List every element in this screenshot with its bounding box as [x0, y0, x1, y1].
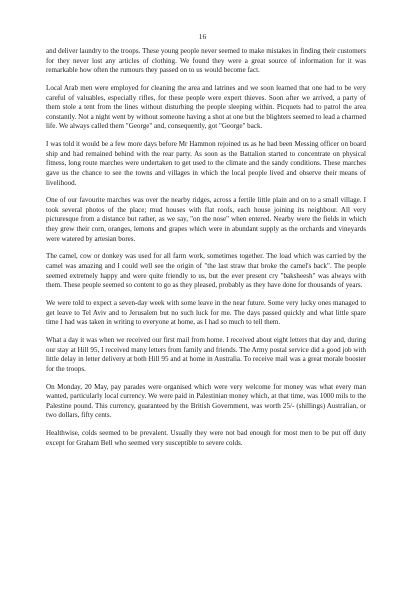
paragraph: We were told to expect a seven-day week with some leave in the near future. Some very lucky ones managed to get leave to Tel Aviv and to Jerusalem but no such luck for me. The days passed quickly and what little spare time I had was taken in writing to everyone at home, as I had so much to tell them. — [46, 299, 366, 327]
paragraph: and deliver laundry to the troops. These young people never seemed to make mistakes in finding their customers for they never lost any articles of clothing. We found they were a great source of information for it was remarkable how often the rumours they passed on to us would become fact. — [46, 47, 366, 75]
page-number: 16 — [198, 32, 207, 41]
page-body — [46, 47, 366, 456]
paragraph: One of our favourite marches was over the nearby ridges, across a fertile little plain and on to a small village. I took several photos of the place; mud houses with flat roofs, each house joining its neighbour. All very picturesque from a distance but rather, as we say, "on the nose" when entered. Nearby were the fields in which they grew their corn, oranges, lemons and grapes which were in abundant supply as the orchards and vineyards were watered by artesian bores. — [46, 196, 366, 243]
paragraph: Healthwise, colds seemed to be prevalent. Usually they were not bad enough for most men to be put off duty except for Graham Bell who seemed very susceptible to severe colds. — [46, 429, 366, 447]
paragraph: What a day it was when we received our first mail from home. I received about eight letters that day and, during our stay at Hill 95, I received many letters from family and friends. The Army postal service did a good job with little delay in letter delivery at both Hill 95 and at home in Australia. To receive mail was a great morale booster for the troops. — [46, 335, 366, 373]
paragraph: Local Arab men were employed for cleaning the area and latrines and we soon learned that one had to be very careful of valuables, especially rifles, for these people were expert thieves. Soon after we arrived, a party of them stole a tent from the lines without disturbing the people sleeping within. Picquets had to patrol the area constantly. Not a night went by without someone having a shot at one but the blighters seemed to lead a charmed life. We always called them "George" and, consequently, got "George" back. — [46, 83, 366, 131]
paragraph: The camel, cow or donkey was used for all farm work, sometimes together. The load which was carried by the camel was amazing and I could well see the origin of "the last straw that broke the camel's back". The people seemed extremely happy and were quite friendly to us, but the ever present cry "baksheesh" was always with them. These people seemed so content to go as they pleased, probably as they have done for thousands of years. — [46, 252, 366, 290]
paragraph: I was told it would be a few more days before Mr Hammon rejoined us as he had been Messing officer on board ship and had remained behind with the rear party. As soon as the Battalion started to concentrate on physical fitness, long route marches were undertaken to get used to the climate and the sandy conditions. These marches gave us the chance to see the towns and villages in which the local people lived and observe their means of livelihood. — [46, 140, 366, 187]
paragraph: On Monday, 20 May, pay parades were organised which were very welcome for money was what every man wanted, particularly local currency. We were paid in Palestinian money which, at that time, was 1000 mils to the Palestine pound. This currency, guaranteed by the British Government, was worth 25/- (shillings) Australian, or two dollars, fifty cents. — [46, 382, 366, 420]
